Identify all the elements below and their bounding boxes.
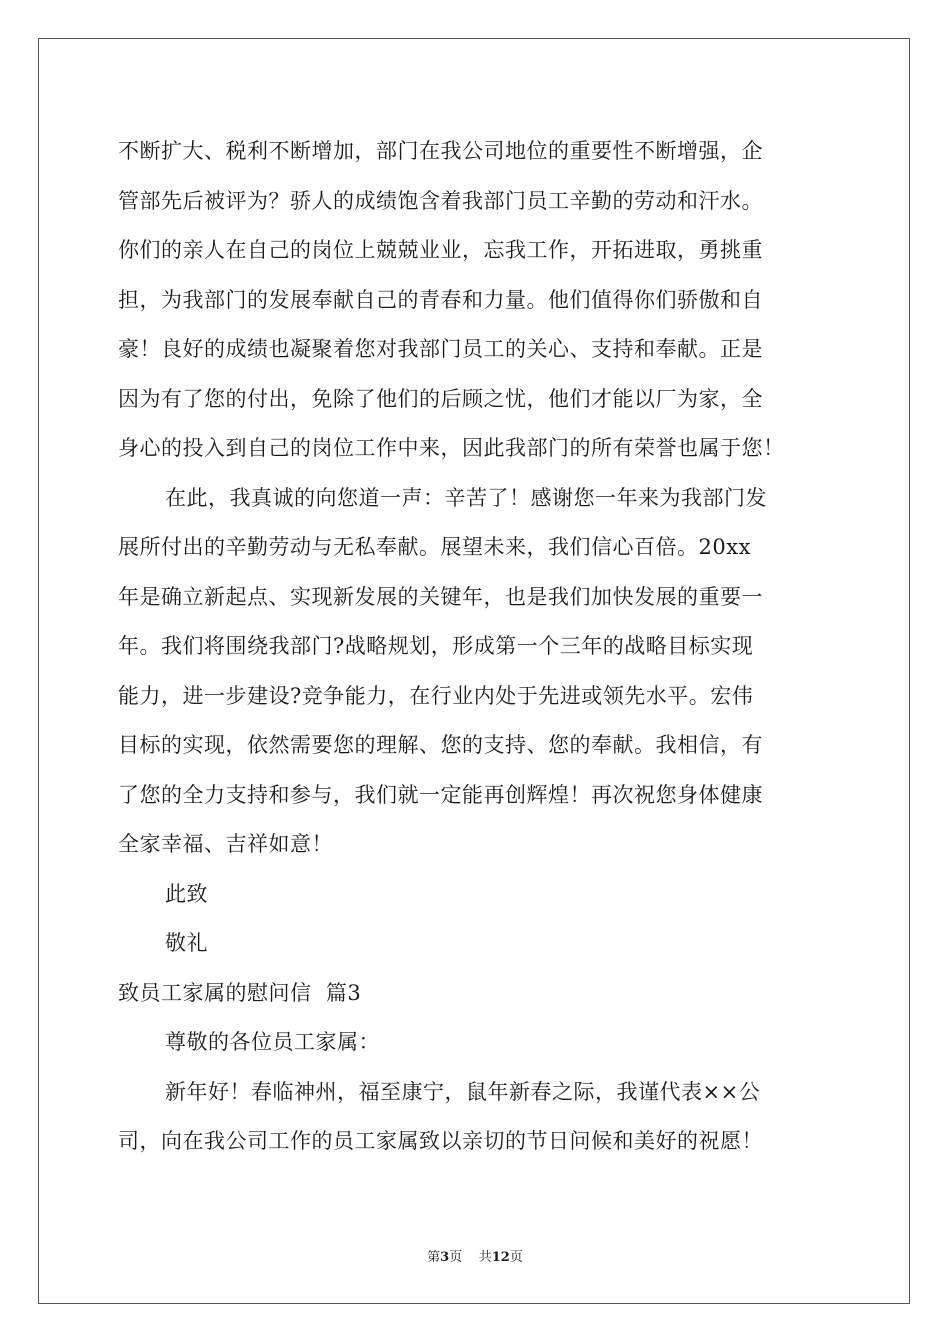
paragraph-3 bbox=[118, 1068, 834, 1167]
paragraph-2 bbox=[118, 474, 834, 870]
text-line: 担，为我部门的发展奉献自己的青春和力量。他们值得你们骄傲和自 bbox=[118, 287, 763, 312]
section-title: 致员工家属的慰问信 篇3 bbox=[118, 980, 362, 1005]
salutation: 尊敬的各位员工家属： bbox=[165, 1030, 380, 1054]
text-line: 全家幸福、吉祥如意！ bbox=[118, 832, 333, 856]
text-line: 目标的实现，依然需要您的理解、您的支持、您的奉献。我相信，有 bbox=[118, 733, 763, 757]
page-footer bbox=[0, 1246, 950, 1265]
text-line: 不断扩大、税利不断增加，部门在我公司地位的重要性不断增强，企 bbox=[118, 139, 763, 163]
text-line: 了您的全力支持和参与，我们就一定能再创辉煌！再次祝您身体健康 bbox=[118, 782, 763, 807]
footer-middle: 页 共 bbox=[449, 1250, 492, 1265]
text-line: 司，向在我公司工作的员工家属致以亲切的节日问候和美好的祝愿！ bbox=[118, 1129, 763, 1153]
text-line: 能力，进一步建设?竞争能力，在行业内处于先进或领先水平。宏伟 bbox=[118, 683, 754, 708]
text-line: 豪！良好的成绩也凝聚着您对我部门员工的关心、支持和奉献。正是 bbox=[118, 337, 763, 361]
footer-current-page: 3 bbox=[440, 1250, 450, 1265]
text-line: 年是确立新起点、实现新发展的关键年，也是我们加快发展的重要一 bbox=[118, 584, 763, 609]
text-line: 年。我们将围绕我部门?战略规划，形成第一个三年的战略目标实现 bbox=[118, 634, 754, 658]
closing-line-1: 此致 bbox=[165, 881, 208, 906]
text-line: 因为有了您的付出，免除了他们的后顾之忧，他们才能以厂为家，全 bbox=[118, 386, 763, 411]
text-line: 身心的投入到自己的岗位工作中来，因此我部门的所有荣誉也属于您！ bbox=[118, 436, 785, 460]
footer-prefix: 第 bbox=[427, 1250, 441, 1265]
text-line: 你们的亲人在自己的岗位上兢兢业业，忘我工作，开拓进取，勇挑重 bbox=[118, 238, 763, 262]
closing-line-2: 敬礼 bbox=[165, 931, 208, 955]
paragraph-1 bbox=[118, 127, 834, 474]
document-body bbox=[118, 127, 834, 1167]
text-line: 展所付出的辛勤劳动与无私奉献。展望未来，我们信心百倍。20xx bbox=[118, 535, 751, 559]
footer-suffix: 页 bbox=[509, 1250, 523, 1265]
text-line: 管部先后被评为？骄人的成绩饱含着我部门员工辛勤的劳动和汗水。 bbox=[118, 188, 763, 213]
text-line: 在此，我真诚的向您道一声：辛苦了！感谢您一年来为我部门发 bbox=[165, 485, 767, 510]
footer-total-pages: 12 bbox=[491, 1250, 510, 1265]
text-line: 新年好！春临神州，福至康宁，鼠年新春之际，我谨代表××公 bbox=[165, 1079, 761, 1104]
